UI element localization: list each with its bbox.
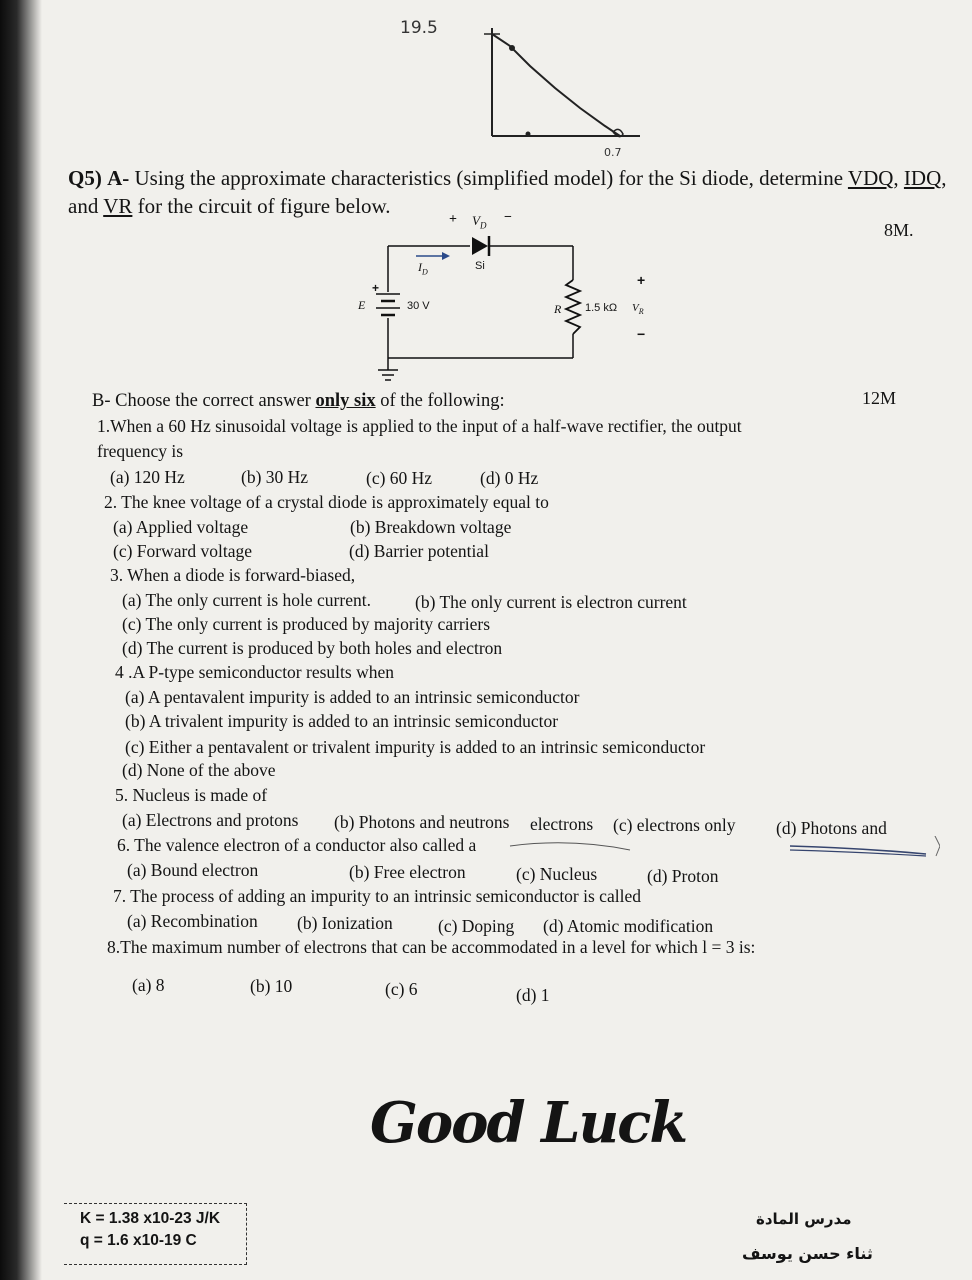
q6-option-d: (d) Proton <box>647 866 719 886</box>
q5mcq-option-d: (d) Photons and <box>776 818 887 838</box>
q6-option-b: (b) Free electron <box>349 862 466 882</box>
teacher-name: ثناء حسن يوسف <box>742 1244 873 1263</box>
vd-label: $V_D$ <box>472 213 487 231</box>
q3-stem: 3. When a diode is forward-biased, <box>110 565 356 585</box>
vd-minus: − <box>504 210 512 225</box>
q5-line1: Q5) A- Using the approximate characteristics (simplified model) for the Si diode, determine VDQ, IDQ, <box>68 166 947 190</box>
q8-option-c: (c) 6 <box>385 979 418 999</box>
q4-option-c: (c) Either a pentavalent or trivalent impurity is added to an intrinsic semiconductor <box>125 737 706 757</box>
q5-line2: and VR for the circuit of figure below. <box>68 194 391 218</box>
vdq-term: VDQ <box>847 166 894 190</box>
r-value: 1.5 kΩ <box>585 302 618 314</box>
vr-label: $V_R$ <box>632 302 644 317</box>
current-label: $I_D$ <box>418 260 428 277</box>
q5mcq-option-b-cont: electrons <box>530 814 594 834</box>
q5-text: Using the approximate characteristics (simplified model) for the Si diode, determine <box>134 166 844 190</box>
q2-option-c: (c) Forward voltage <box>113 541 252 561</box>
idq-term: IDQ <box>903 166 942 190</box>
graph-y-label: 19.5 <box>400 18 438 38</box>
q7-stem: 7. The process of adding an impurity to an intrinsic semiconductor is called <box>113 886 641 906</box>
vr-plus: + <box>637 272 646 288</box>
vr-term: VR <box>103 194 133 218</box>
q3-option-d: (d) The current is produced by both holes and electron <box>122 638 503 658</box>
q8-option-a: (a) 8 <box>132 975 165 995</box>
q3-option-c: (c) The only current is produced by majority carriers <box>122 614 491 634</box>
k-constant: K = 1.38 x10-23 J/K <box>80 1210 221 1227</box>
q1-option-d: (d) 0 Hz <box>480 468 539 488</box>
e-label: E <box>358 298 366 312</box>
circuit-diagram <box>350 210 670 390</box>
hand-graph <box>470 8 650 158</box>
vd-plus: + <box>449 212 457 227</box>
q-constant: q = 1.6 x10-19 C <box>80 1232 197 1249</box>
q5mcq-option-a: (a) Electrons and protons <box>122 810 299 830</box>
page-shadow <box>0 0 42 1280</box>
q5mcq-option-b: (b) Photons and neutrons <box>334 812 510 832</box>
part-a-label: A- <box>107 166 130 190</box>
q7-option-a: (a) Recombination <box>127 911 258 931</box>
q1-stem: 1.When a 60 Hz sinusoidal voltage is applied to the input of a half-wave rectifier, the output <box>97 416 742 436</box>
r-label: R <box>554 302 562 316</box>
marks-a: 8M. <box>884 220 914 240</box>
pen-strokes <box>500 836 940 860</box>
q4-option-d: (d) None of the above <box>122 760 276 780</box>
q2-option-b: (b) Breakdown voltage <box>350 517 512 537</box>
e-plus: + <box>372 281 380 295</box>
q2-stem: 2. The knee voltage of a crystal diode is approximately equal to <box>104 492 549 512</box>
q3-option-b: (b) The only current is electron current <box>415 592 687 612</box>
graph-x-label: 0.7 <box>604 146 622 159</box>
q7-option-b: (b) Ionization <box>297 913 393 933</box>
e-value: 30 V <box>407 300 430 312</box>
good-luck-signature: Good Luck <box>370 1090 687 1156</box>
q5-label: Q5) <box>68 166 102 190</box>
q1-stem-2: frequency is <box>97 441 184 461</box>
diode-label: Si <box>475 260 485 272</box>
q8-stem: 8.The maximum number of electrons that can be accommodated in a level for which l = 3 is: <box>107 937 756 957</box>
only-six: only six <box>315 391 376 411</box>
part-b-header: B- Choose the correct answer only six of the following: <box>92 391 505 411</box>
q6-stem: 6. The valence electron of a conductor also called a <box>117 835 477 855</box>
teacher-title: مدرس المادة <box>756 1210 852 1228</box>
q4-stem: 4 .A P-type semiconductor results when <box>115 662 394 682</box>
q7-option-c: (c) Doping <box>438 916 515 936</box>
q8-option-d: (d) 1 <box>516 985 550 1005</box>
q1-option-a: (a) 120 Hz <box>110 467 185 487</box>
q5mcq-stem: 5. Nucleus is made of <box>115 785 268 805</box>
q7-option-d: (d) Atomic modification <box>543 916 714 936</box>
marks-b: 12M <box>862 388 897 408</box>
q4-option-a: (a) A pentavalent impurity is added to an intrinsic semiconductor <box>125 687 580 707</box>
q4-option-b: (b) A trivalent impurity is added to an intrinsic semiconductor <box>125 711 559 731</box>
q6-option-a: (a) Bound electron <box>127 860 259 880</box>
q1-option-b: (b) 30 Hz <box>241 467 309 487</box>
q1-option-c: (c) 60 Hz <box>366 468 433 488</box>
q3-option-a: (a) The only current is hole current. <box>122 590 371 610</box>
q6-option-c: (c) Nucleus <box>516 864 598 884</box>
vr-minus: − <box>637 326 646 342</box>
q2-option-a: (a) Applied voltage <box>113 517 249 537</box>
q8-option-b: (b) 10 <box>250 976 293 996</box>
q2-option-d: (d) Barrier potential <box>349 541 489 561</box>
q5mcq-option-c: (c) electrons only <box>613 815 736 835</box>
